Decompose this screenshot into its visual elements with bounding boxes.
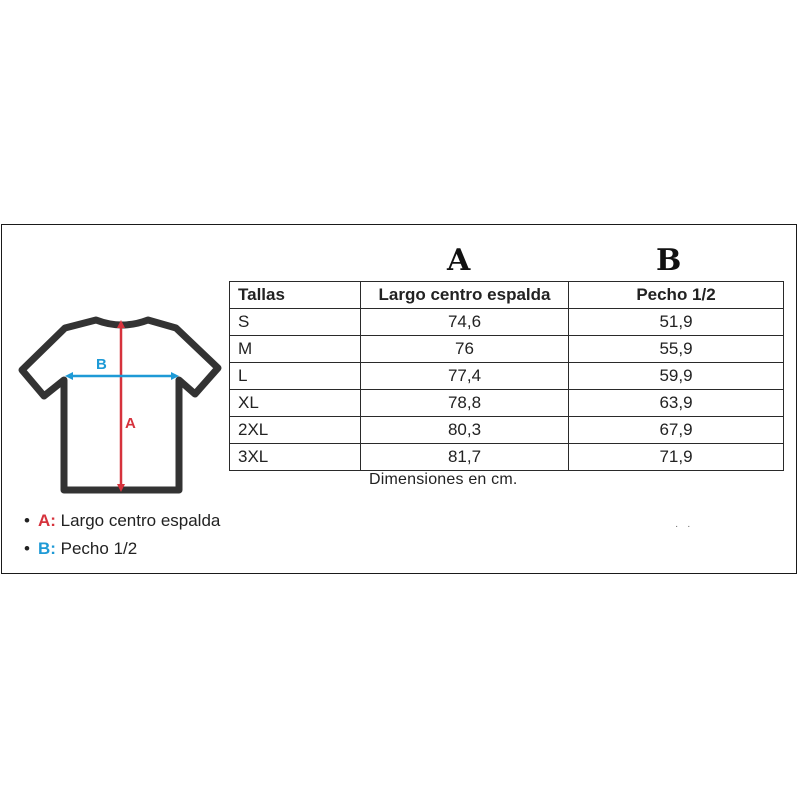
header-largo: Largo centro espalda xyxy=(361,282,569,309)
size-cell: XL xyxy=(230,390,361,417)
header-pecho: Pecho 1/2 xyxy=(569,282,784,309)
size-table xyxy=(229,281,784,471)
tshirt-diagram xyxy=(14,312,230,498)
largo-cell: 80,3 xyxy=(361,417,569,444)
size-cell: 2XL xyxy=(230,417,361,444)
legend-key-a: A: xyxy=(37,511,56,530)
legend-key-b: B: xyxy=(37,539,56,558)
bullet-icon: • xyxy=(24,511,30,530)
pecho-cell: 63,9 xyxy=(569,390,784,417)
table-row xyxy=(230,363,784,390)
decorative-specks: · · xyxy=(675,521,694,532)
size-cell: L xyxy=(230,363,361,390)
largo-cell: 77,4 xyxy=(361,363,569,390)
table-row xyxy=(230,309,784,336)
pecho-cell: 59,9 xyxy=(569,363,784,390)
pecho-cell: 71,9 xyxy=(569,444,784,471)
largo-cell: 81,7 xyxy=(361,444,569,471)
table-row xyxy=(230,336,784,363)
pecho-cell: 55,9 xyxy=(569,336,784,363)
legend-text-a: Largo centro espalda xyxy=(60,511,221,530)
column-letter-a: A xyxy=(447,243,471,278)
legend-item-a xyxy=(24,511,220,531)
diagram-label-b: B xyxy=(96,356,107,373)
size-cell: 3XL xyxy=(230,444,361,471)
pecho-cell: 67,9 xyxy=(569,417,784,444)
table-row xyxy=(230,390,784,417)
column-letter-b: B xyxy=(656,243,682,278)
diagram-label-a: A xyxy=(125,415,136,432)
pecho-cell: 51,9 xyxy=(569,309,784,336)
legend-item-b xyxy=(24,539,137,559)
header-tallas: Tallas xyxy=(230,282,361,309)
size-cell: S xyxy=(230,309,361,336)
table-header-row xyxy=(230,282,784,309)
units-caption: Dimensiones en cm. xyxy=(369,471,518,488)
bullet-icon: • xyxy=(24,539,30,558)
size-cell: M xyxy=(230,336,361,363)
largo-cell: 74,6 xyxy=(361,309,569,336)
legend-text-b: Pecho 1/2 xyxy=(60,539,138,558)
largo-cell: 78,8 xyxy=(361,390,569,417)
largo-cell: 76 xyxy=(361,336,569,363)
table-row xyxy=(230,444,784,471)
table-row xyxy=(230,417,784,444)
